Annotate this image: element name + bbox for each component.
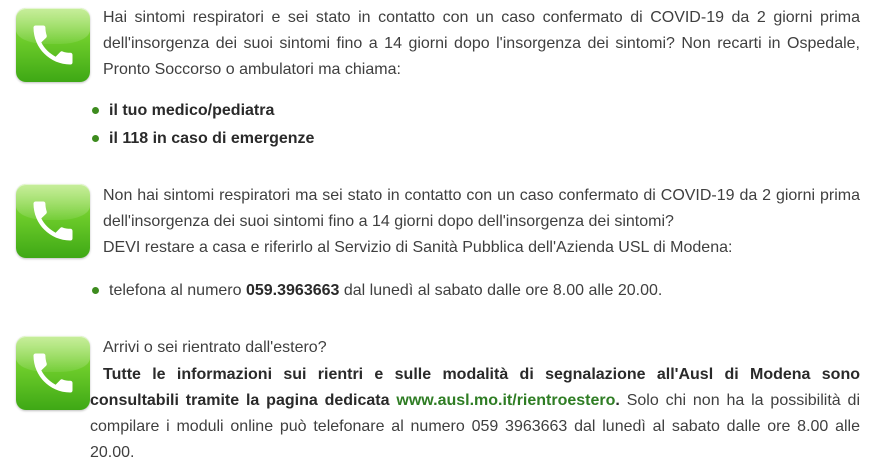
section3-bold-period: . — [615, 392, 620, 409]
phone-number: 059.3963663 — [245, 282, 340, 299]
list-item — [90, 277, 662, 305]
section3-paragraph — [90, 362, 860, 466]
section1-paragraph: Hai sintomi respiratori e sei stato in contatto con un caso confermato di COVID-19 da 2 giorni prima dell'insorgenza dei suoi sintomi fino a 14 giorni dopo l'insorgenza dei sintomi? Non recarti in Ospedale, Pronto Soccorso o ambulatori ma chiama: — [103, 9, 860, 78]
phone-icon — [16, 184, 90, 258]
section2-question: Non hai sintomi respiratori ma sei stato in contatto con un caso confermato di COVID-19 da 2 giorni prima dell'insorgenza dei suoi sintomi fino a 14 giorni dopo dell'insorgenza dei sintomi? — [103, 187, 860, 230]
section2-paragraph — [103, 183, 860, 261]
section2-instruction: DEVI restare a casa e riferirlo al Servizio di Sanità Pubblica dell'Azienda USL di Modena: — [103, 239, 733, 256]
section1-bullet-list — [90, 97, 314, 153]
section3-bold-text: Tutte le informazioni sui rientri e sulle modalità di segnalazione all'Ausl di Modena sono consultabili tramite la pagina dedicata — [90, 366, 860, 409]
phone-icon — [16, 8, 90, 82]
section3-question: Arrivi o sei rientrato dall'estero? — [103, 339, 327, 356]
section3-rest-text: Solo chi non ha la possibilità di compilare i moduli online può telefonare al numero 059 3963663 dal lunedì al sabato dalle ore 8.00 alle 20.00. — [90, 392, 861, 461]
phone-hours: dal lunedì al sabato dalle ore 8.00 alle 20.00. — [339, 282, 663, 299]
phone-icon — [16, 336, 90, 410]
rientroestero-link[interactable]: www.ausl.mo.it/rientroestero — [396, 392, 616, 409]
phone-prefix: telefona al numero — [109, 282, 246, 299]
list-item: il tuo medico/pediatra — [90, 97, 314, 125]
section2-bullet-list — [90, 277, 662, 305]
list-item: il 118 in caso di emergenze — [90, 125, 314, 153]
